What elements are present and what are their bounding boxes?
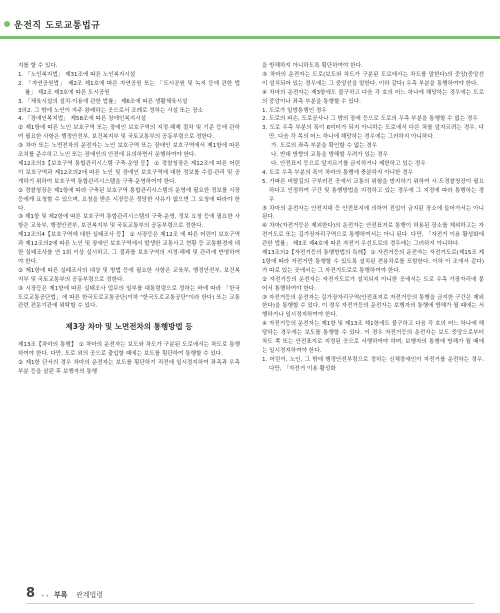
paragraph: ② 제1항에 따른 노인 보호구역 또는 장애인 보호구역의 지정·해제 절차 및 기준 등에 관하여 필요한 사항은 행정안전부, 보건복지부 및 국토교통부의 공동부령으로 정한다. [18,125,240,141]
paragraph: 1. 어린이, 노인, 그 밖에 행정안전부령으로 정하는 신체장애인이 자전거를 운전하는 경우. 다만, 「자전거 이용 활성화 [262,356,484,372]
paragraph: ② 제1항에 따른 실태조사의 대상 및 방법 등에 필요한 사항은 교육부, 행정안전부, 보건복지부 및 국토교통부의 공동부령으로 정한다. [18,267,240,283]
header-bullet-icon [4,21,10,27]
footer-section-title: 관계법령 [76,591,104,599]
paragraph: ③ 차마의 운전자는 도로(보도와 차도가 구분된 도로에서는 차도를 말한다)의 중앙(중앙선이 설치되어 있는 경우에는 그 중앙선을 말한다. 이하 같다) 우측 부분을 통행하여야 한다. [262,71,484,87]
paragraph: ② 자전거등의 운전자는 자전거도로가 설치되지 아니한 곳에서는 도로 우측 가장자리에 붙어서 통행하여야 한다. [262,276,484,292]
paragraph: 3. 도로 우측 부분의 폭이 6미터가 되지 아니하는 도로에서 다른 차를 앞지르려는 경우. 다만, 다음 각 목의 어느 하나에 해당하는 경우에는 그러하지 아니하다. [262,125,484,141]
paragraph: 나. 반대 방향의 교통을 방해할 우려가 있는 경우 [271,152,388,159]
paragraph: 5. 가파른 비탈길의 구부러진 곳에서 교통의 위험을 방지하기 위하여 시·도경찰청장이 필요하다고 인정하여 구간 및 통행방법을 지정하고 있는 경우에 그 지정에 따라 통행하는 경우 [262,178,484,203]
paragraph: 제12조의4【보호구역에 대한 실태조사 등】 ① 시장등은 제12조 에 따른 어린이 보호구역과 제12조의2에 따른 노인 및 장애인 보호구역에서 발생한 교통사고 현황 등 교통환경에 대한 실태조사를 연 1회 이상 실시하고, 그 결과를 보호구역의 지정·해제 및 관리에 반영하여야 한다. [18,232,240,265]
paragraph: 1. 「노인복지법」 제31조에 따른 노인복지시설 [18,71,136,78]
paragraph: 제13조의2【자전거등의 통행방법의 특례】 ① 자전거등의 운전자는 자전거도로(제15조 제1항에 따라 자전거만 통행할 수 있도록 설치된 전용차로를 포함한다. 이하 이 조에서 같다)가 따로 있는 곳에서는 그 자전거도로로 통행하여야 한다. [262,250,484,274]
paragraph: 3의2. 그 밖에 노인이 자주 왕래하는 곳으로서 조례로 정하는 시설 또는 장소 [18,107,204,114]
paragraph: ② 경찰청장은 제1항에 따라 구축된 보호구역 통합관리시스템의 운영에 필요한 정보를 시장등에게 요청할 수 있으며, 요청을 받은 시장등은 정당한 사유가 없으면 그 요청에 따라야 한다. [18,187,240,212]
paragraph: ⑥ 차마(자전거등은 제외한다)의 운전자는 안전표지로 통행이 허용된 장소를 제외하고는 자전거도로 또는 길가장자리구역으로 통행하여서는 아니 된다. 다만, 「자전거 이용 활성화에 관한 법률」 제3조 제4호에 따른 자전거 우선도로의 경우에는 그러하지 아니하다. [262,223,484,248]
paragraph: 다. 안전표지 등으로 앞지르기를 금지하거나 제한하고 있는 경우 [271,160,426,167]
footer-divider [26,603,474,604]
right-column [262,62,484,374]
page-number: 8 [26,586,36,601]
header-divider [0,36,500,39]
running-title: 운전직 도로교통법규 [14,21,101,31]
paragraph: 4. 「장애인복지법」 제58조에 따른 장애인복지시설 [18,116,147,123]
paragraph: 1. 도로가 일방통행인 경우 [262,107,327,114]
left-column [18,62,240,377]
footer-section-label: 부록 [54,591,68,599]
paragraph: 4. 도로 우측 부분의 폭이 차마의 통행에 충분하지 아니한 경우 [262,169,414,176]
footer-dots-icon: •• [41,593,51,600]
paragraph: ④ 차마의 운전자는 제3항에도 불구하고 다음 각 호의 어느 하나에 해당하는 경우에는 도로의 중앙이나 좌측 부분을 통행할 수 있다. [262,89,484,105]
paragraph: 2. 「자연공원법」 제2조 제1호에 따른 자연공원 또는 「도시공원 및 녹지 등에 관한 법률」 제2조 제3호에 따른 도시공원 [18,80,240,96]
paragraph: ③ 차마 또는 노면전차의 운전자는 노인 보호구역 또는 장애인 보호구역에서 제1항에 따른 조치를 준수하고 노인 또는 장애인의 안전에 유의하면서 운행하여야 한다. [18,143,240,159]
paragraph: 가. 도로의 좌측 부분을 확인할 수 없는 경우 [271,143,378,150]
paragraph: ② 제1항 단서의 경우 차마의 운전자는 보도를 횡단하기 직전에 일시정지하여 좌측과 우측 부분 등을 살핀 후 보행자의 통행 [18,360,240,375]
paragraph: 지를 할 수 있다. [18,63,58,69]
paragraph: 3. 「체육시설의 설치·이용에 관한 법률」 제6조에 따른 생활체육시설 [18,98,188,105]
paragraph: ③ 자전거등의 운전자는 길가장자리구역(안전표지로 자전거등의 통행을 금지한 구간은 제외한다)을 통행할 수 있다. 이 경우 자전거등의 운전자는 보행자의 통행에 방해가 될 때에는 서행하거나 일시정지하여야 한다. [262,294,484,319]
paragraph: ④ 자전거등의 운전자는 제1항 및 제13조 제1항에도 불구하고 다음 각 호의 어느 하나에 해당하는 경우에는 보도를 통행할 수 있다. 이 경우 자전거등의 운전자는 보도 중앙으로부터 차도 쪽 또는 안전표지로 지정된 곳으로 서행하여야 하며, 보행자의 통행에 방해가 될 때에는 일시정지하여야 한다. [262,321,484,354]
page-header [0,0,500,40]
paragraph: 을 방해하지 아니하도록 횡단하여야 한다. [262,63,363,69]
paragraph: ⑤ 차마의 운전자는 안전지대 등 안전표지에 의하여 진입이 금지된 장소에 들어가서는 아니 된다. [262,205,484,221]
paragraph: 제13조【차마의 통행】 ① 차마의 운전자는 보도와 차도가 구분된 도로에서는 차도로 통행하여야 한다. 다만, 도로 외의 곳으로 출입할 때에는 보도를 횡단하여 통행할 수 있다. [18,342,240,358]
paragraph: 2. 도로의 파손, 도로공사나 그 밖의 장애 등으로 도로의 우측 부분을 통행할 수 없는 경우 [262,116,478,123]
paragraph: ③ 시장등은 제1항에 따른 실태조사 업무의 일부를 대통령령으로 정하는 바에 따라 「한국도로교통공단법」에 따른 한국도로교통공단(이하 "한국도로교통공단"이라 한다) 또는 교통 관련 전문기관에 위탁할 수 있다. [18,285,240,310]
page-footer [0,584,500,604]
paragraph: ③ 제1항 및 제2항에 따른 보호구역 통합관리시스템의 구축·운영, 정보 요청 등에 필요한 사항은 교육부, 행정안전부, 보건복지부 및 국토교통부의 공동부령으로 정한다. [18,214,240,230]
paragraph: 제12조의3【보호구역 통합관리시스템 구축·운영 등】 ① 경찰청장은 제12조에 따른 어린이 보호구역과 제12조의2에 따른 노인 및 장애인 보호구역에 대한 정보를 수집·관리 및 공개하기 위하여 보호구역 통합관리시스템을 구축·운영하여야 한다. [18,160,240,185]
chapter-heading: 제3장 차마 및 노면전차의 통행방법 등 [65,322,193,332]
